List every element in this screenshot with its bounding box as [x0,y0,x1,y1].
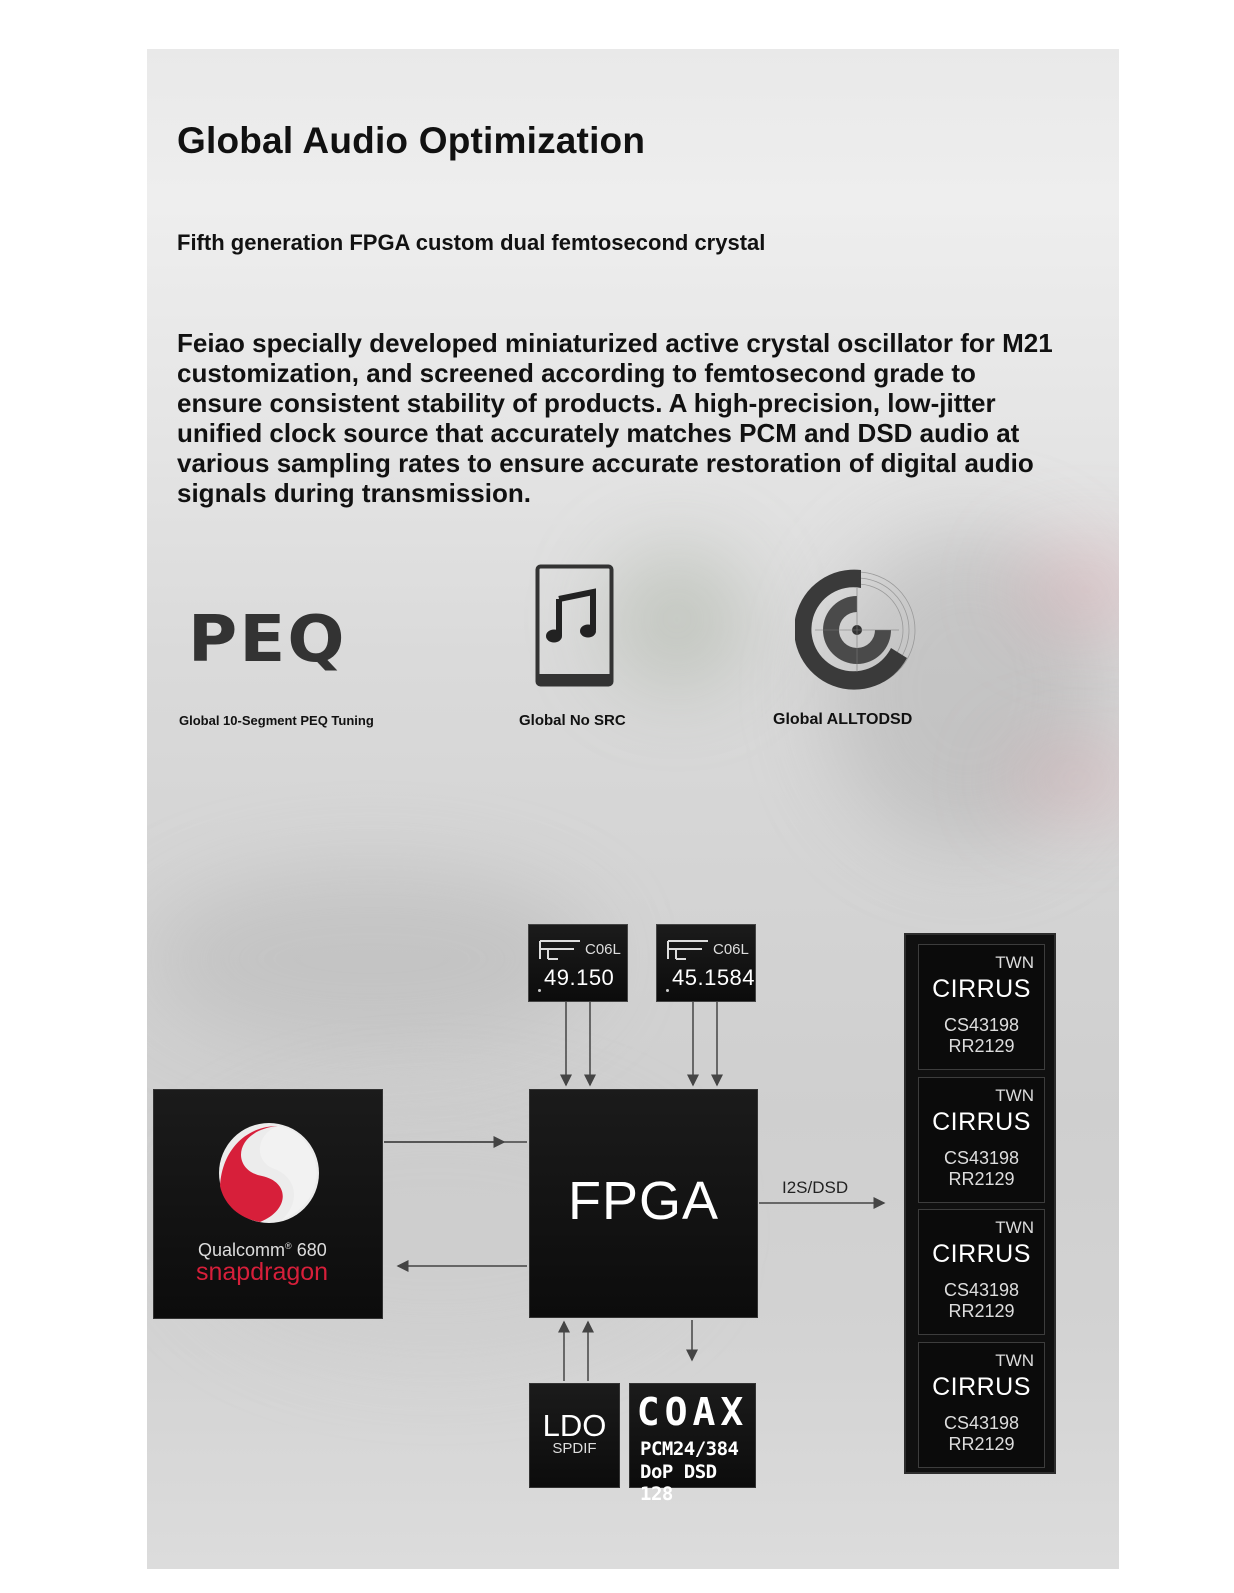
coax-pcm-spec: PCM24/384 [640,1438,739,1460]
snapdragon-logo-icon [216,1120,322,1226]
dac-tag: TWN [995,1351,1034,1370]
crystal-oscillator-2 [656,924,756,1002]
feature-label-peq: Global 10-Segment PEQ Tuning [179,713,374,728]
fpga-chip [529,1089,758,1318]
dac-brand: CIRRUS [932,1240,1031,1268]
dac-brand: CIRRUS [932,975,1031,1003]
pin1-dot [666,989,669,992]
dac-tag: TWN [995,1086,1034,1105]
feature-label-alltodsd: Global ALLTODSD [773,711,913,728]
dac-chip [918,1077,1045,1203]
dac-chip [918,1209,1045,1335]
dac-brand: CIRRUS [932,1373,1031,1401]
crystal-tag: C06L [713,941,749,958]
dac-tag: TWN [995,1218,1034,1237]
coax-label: COAX [636,1390,749,1434]
page-subtitle: Fifth generation FPGA custom dual femtosecond crystal [177,230,766,255]
fpga-label: FPGA [567,1171,720,1231]
dac-chip [918,1342,1045,1468]
soc-name: snapdragon [196,1258,329,1286]
snapdragon-soc [153,1089,383,1319]
bus-label: I2S/DSD [782,1178,849,1197]
dac-tag: TWN [995,953,1034,972]
ldo-label: LDO [542,1408,607,1443]
dac-model: CS43198 [943,1148,1020,1168]
crystal-frequency: 49.150 [544,965,615,990]
coax-chip [629,1383,756,1505]
ldo-spdif-chip [529,1383,620,1488]
soc-model: 680 [296,1240,327,1260]
dac-code: RR2129 [948,1169,1015,1189]
crystal-frequency: 45.1584 [672,965,756,990]
feature-label-no-src: Global No SRC [519,712,626,729]
description-paragraph: Feiao specially developed miniaturized active crystal oscillator for M21 customization, and screened according to femtosecond grade to ensure consistent stability of products. A high-precision, low-jitter unified clock source that accurately matches PCM and DSD audio at various sampling rates to ensure accurate restoration of digital audio signals during transmission. [177,328,1053,508]
dac-array [904,933,1056,1474]
dac-brand: CIRRUS [932,1108,1031,1136]
coax-dsd-spec: DoP DSD 128 [640,1461,717,1505]
soc-brand-text: Qualcomm [198,1240,286,1260]
crystal-oscillator-1 [528,924,628,1002]
crystal-logo-icon [538,937,582,963]
crystal-logo-icon [666,937,710,963]
page-title: Global Audio Optimization [177,120,646,161]
dac-model: CS43198 [943,1280,1020,1300]
dac-code: RR2129 [948,1434,1015,1454]
pin1-dot [538,989,541,992]
dac-chip [918,944,1045,1070]
dac-code: RR2129 [948,1301,1015,1321]
peq-logo: PEQ [188,603,347,677]
spdif-label: SPDIF [552,1440,597,1457]
dac-code: RR2129 [948,1036,1015,1056]
crystal-tag: C06L [585,941,621,958]
dac-model: CS43198 [943,1015,1020,1035]
registered-mark: ® [285,1241,292,1251]
dac-model: CS43198 [943,1413,1020,1433]
